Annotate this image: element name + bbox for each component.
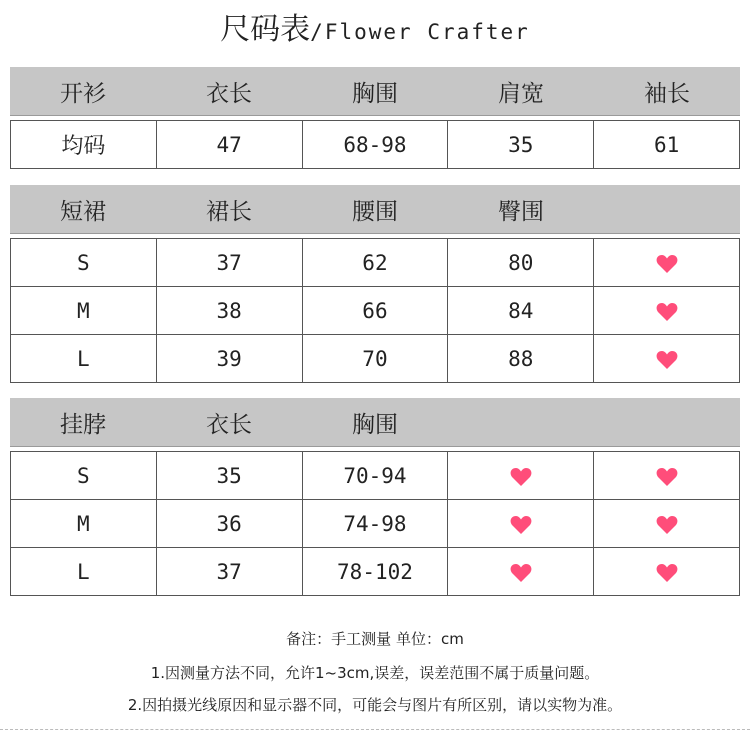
header-cell: 胸围 xyxy=(352,80,398,107)
header-cell: 裙长 xyxy=(206,198,252,225)
heart-icon xyxy=(510,515,532,535)
table-row xyxy=(11,548,740,596)
value-cell: 62 xyxy=(302,239,448,287)
value-cell: 78-102 xyxy=(302,548,448,596)
halter-section xyxy=(10,398,740,596)
value-cell: 74-98 xyxy=(302,500,448,548)
heart-icon xyxy=(656,467,678,487)
value-cell: 80 xyxy=(448,239,594,287)
heart-icon xyxy=(510,467,532,487)
bottom-divider xyxy=(0,729,750,730)
size-cell: 均码 xyxy=(11,121,157,169)
size-cell: M xyxy=(11,287,157,335)
heart-cell xyxy=(594,287,740,335)
heart-cell xyxy=(448,548,594,596)
header-cell: 挂脖 xyxy=(60,411,106,438)
value-cell: 36 xyxy=(156,500,302,548)
heart-cell xyxy=(594,500,740,548)
heart-cell xyxy=(594,548,740,596)
cardigan-header-row xyxy=(10,67,740,116)
notes-remark: 备注：手工测量 单位：cm xyxy=(286,630,464,648)
heart-icon xyxy=(510,563,532,583)
value-cell: 37 xyxy=(156,239,302,287)
value-cell: 47 xyxy=(156,121,302,169)
notes-line-2: 2.因拍摄光线原因和显示器不同，可能会与图片有所区别，请以实物为准。 xyxy=(127,696,623,714)
size-cell: L xyxy=(11,548,157,596)
header-cell: 臀围 xyxy=(498,198,544,225)
header-cell: 短裙 xyxy=(60,198,106,225)
halter-header-row xyxy=(10,398,740,447)
heart-cell xyxy=(594,452,740,500)
table-row xyxy=(11,452,740,500)
value-cell: 66 xyxy=(302,287,448,335)
cardigan-section xyxy=(10,67,740,169)
value-cell: 61 xyxy=(594,121,740,169)
value-cell: 37 xyxy=(156,548,302,596)
value-cell: 70-94 xyxy=(302,452,448,500)
heart-icon xyxy=(656,254,678,274)
heart-icon xyxy=(656,350,678,370)
skirt-section xyxy=(10,185,740,383)
header-cell: 胸围 xyxy=(352,411,398,438)
size-cell: S xyxy=(11,239,157,287)
skirt-header-row xyxy=(10,185,740,234)
halter-table xyxy=(10,451,740,596)
cardigan-table xyxy=(10,120,740,169)
heart-icon xyxy=(656,302,678,322)
table-row xyxy=(11,500,740,548)
heart-cell xyxy=(448,500,594,548)
heart-icon xyxy=(656,515,678,535)
value-cell: 35 xyxy=(448,121,594,169)
value-cell: 38 xyxy=(156,287,302,335)
table-row xyxy=(11,121,740,169)
notes-line-1: 1.因测量方法不同，允许1~3cm,误差，误差范围不属于质量问题。 xyxy=(150,664,600,682)
value-cell: 35 xyxy=(156,452,302,500)
header-cell: 腰围 xyxy=(352,198,398,225)
value-cell: 84 xyxy=(448,287,594,335)
value-cell: 68-98 xyxy=(302,121,448,169)
size-cell: L xyxy=(11,335,157,383)
table-row xyxy=(11,287,740,335)
page-title xyxy=(0,10,750,52)
value-cell: 39 xyxy=(156,335,302,383)
brand-name: /Flower Crafter xyxy=(310,20,530,44)
value-cell: 88 xyxy=(448,335,594,383)
heart-cell xyxy=(594,335,740,383)
heart-cell xyxy=(448,452,594,500)
header-cell: 衣长 xyxy=(206,411,252,438)
title-main: 尺码表 xyxy=(220,12,311,47)
skirt-table xyxy=(10,238,740,383)
size-cell: S xyxy=(11,452,157,500)
table-row xyxy=(11,239,740,287)
size-cell: M xyxy=(11,500,157,548)
value-cell: 70 xyxy=(302,335,448,383)
heart-cell xyxy=(594,239,740,287)
header-cell: 袖长 xyxy=(644,80,690,107)
heart-icon xyxy=(656,563,678,583)
header-cell: 肩宽 xyxy=(498,80,544,107)
header-cell: 衣长 xyxy=(206,80,252,107)
table-row xyxy=(11,335,740,383)
header-cell: 开衫 xyxy=(60,80,106,107)
